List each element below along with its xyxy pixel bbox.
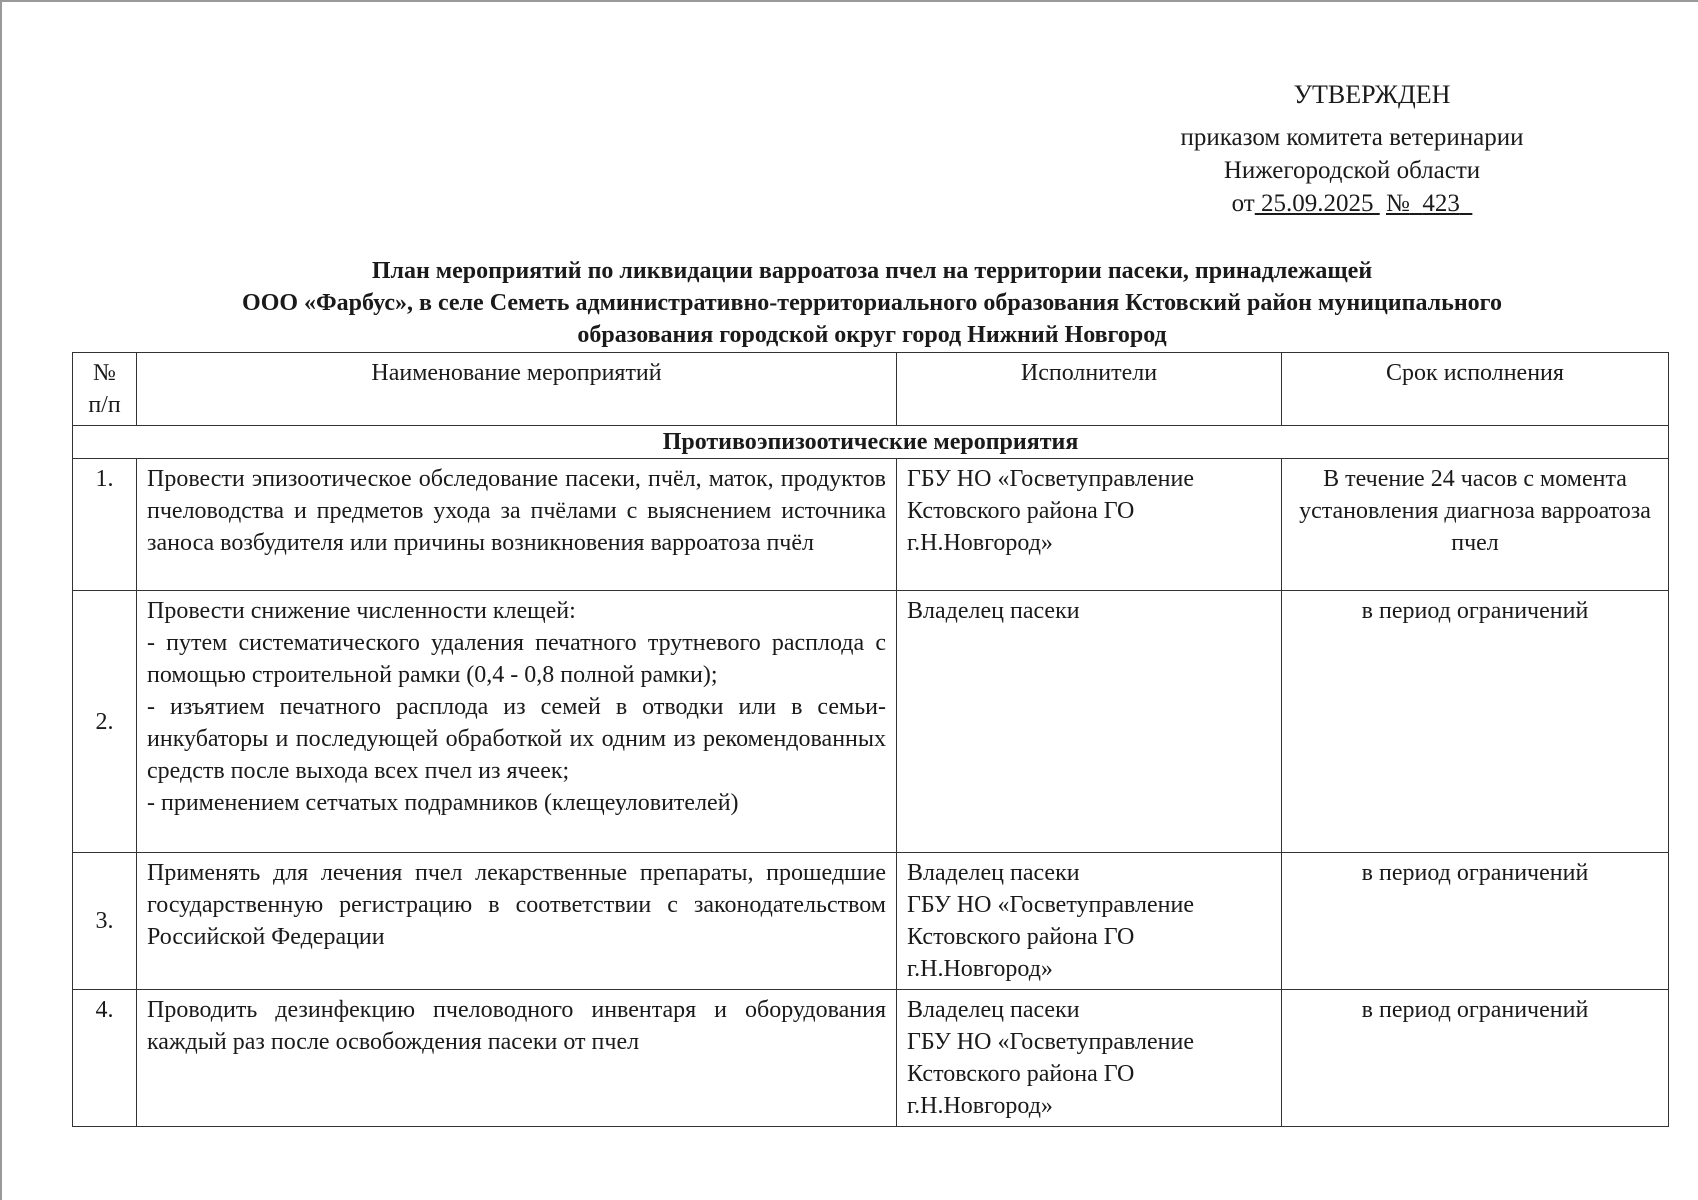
row-activity: Провести эпизоотическое обследование пасеки, пчёл, маток, продуктов пчеловодства и предметов ухода за пчёлами с выяснением источника заноса возбудителя или причины возникновения варроатоза пчёл [137, 459, 897, 591]
row-activity: Провести снижение численности клещей: - путем систематического удаления печатного трутневого расплода с помощью строительной рамки (0,4 - 0,8 полной рамки); - изъятием печатного расплода из семей в отводки или в семьи-инкубаторы и последующей обработкой их одним из рекомендованных средств после выхода всех пчел из ячеек; - применением сетчатых подрамников (клещеуловителей) [137, 591, 897, 853]
row-number: 3. [73, 853, 137, 990]
approval-line-2: Нижегородской области [1223, 157, 1481, 184]
table-row [73, 990, 1669, 1127]
table-row [73, 459, 1669, 591]
title-line-2: ООО «Фарбус», в селе Семеть административно-территориального образования Кстовский район муниципального [242, 290, 1502, 316]
order-number: 423 [1422, 190, 1460, 217]
approval-line-1: приказом комитета ветеринарии [1180, 124, 1524, 151]
row-number: 1. [73, 459, 137, 591]
row-executors: Владелец пасеки ГБУ НО «Госветуправление Кстовского района ГО г.Н.Новгород» [897, 990, 1282, 1127]
row-term: В течение 24 часов с момента установления диагноза варроатоза пчел [1282, 459, 1669, 591]
title-line-1: План мероприятий по ликвидации варроатоза пчел на территории пасеки, принадлежащей [371, 258, 1373, 284]
row-term: в период ограничений [1282, 990, 1669, 1127]
row-activity: Применять для лечения пчел лекарственные препараты, прошедшие государственную регистрацию в соответствии с законодательством Российской Федерации [137, 853, 897, 990]
row-number: 4. [73, 990, 137, 1127]
table-row [73, 853, 1669, 990]
row-term: в период ограничений [1282, 853, 1669, 990]
section-row [73, 426, 1669, 459]
header-activity: Наименование мероприятий [137, 353, 897, 426]
section-title: Противоэпизоотические мероприятия [73, 426, 1669, 459]
row-executors: ГБУ НО «Госветуправление Кстовского района ГО г.Н.Новгород» [897, 459, 1282, 591]
title-line-3: образования городской округ город Нижний Новгород [577, 322, 1167, 348]
header-executors: Исполнители [897, 353, 1282, 426]
document-title [72, 255, 1672, 351]
order-date: 25.09.2025 [1261, 190, 1374, 217]
header-num: № п/п [73, 353, 137, 426]
row-executors: Владелец пасеки ГБУ НО «Госветуправление Кстовского района ГО г.Н.Новгород» [897, 853, 1282, 990]
order-number-sign: № [1386, 190, 1410, 217]
table-row [73, 591, 1669, 853]
header-term: Срок исполнения [1282, 353, 1669, 426]
plan-table [72, 352, 1669, 1127]
row-executors: Владелец пасеки [897, 591, 1282, 853]
table-header-row [73, 353, 1669, 426]
date-prefix: от [1231, 190, 1255, 217]
approval-stamp [1152, 78, 1552, 220]
row-number: 2. [73, 591, 137, 853]
approved-heading: УТВЕРЖДЕН [1293, 80, 1451, 109]
approval-date-line [1152, 187, 1552, 220]
row-term: в период ограничений [1282, 591, 1669, 853]
row-activity: Проводить дезинфекцию пчеловодного инвентаря и оборудования каждый раз после освобождения пасеки от пчел [137, 990, 897, 1127]
